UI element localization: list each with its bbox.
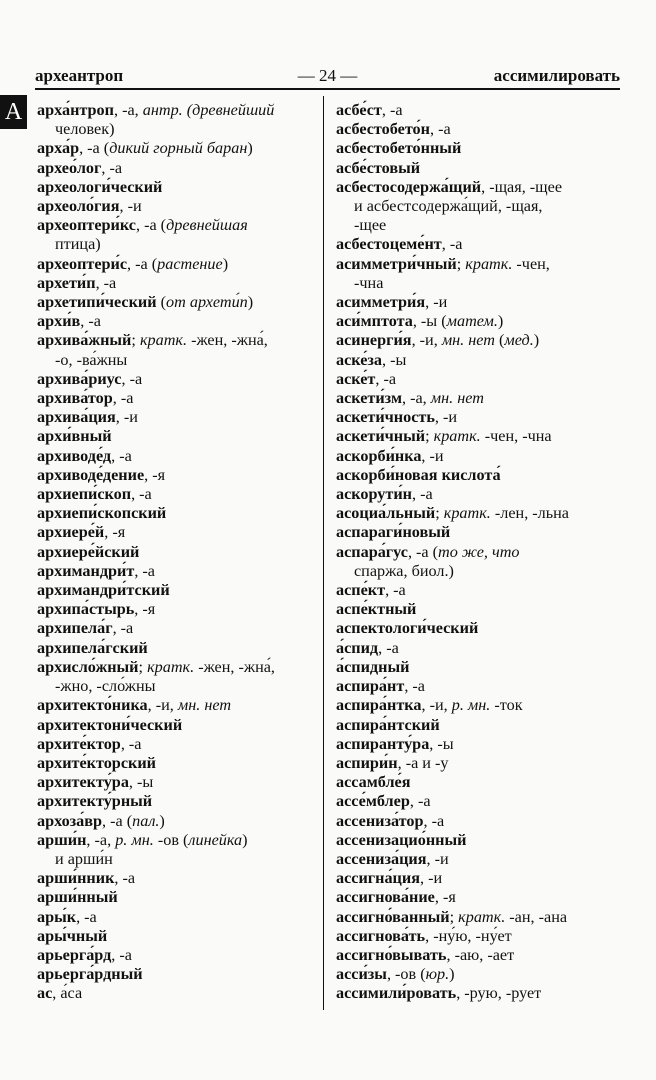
dictionary-entry	[37, 581, 312, 600]
entry-note: мн. нет	[177, 696, 232, 715]
entry-grammar: , -ы (	[412, 312, 447, 331]
headword: археоптери́кс	[37, 216, 136, 235]
page-number: — 24 —	[297, 66, 358, 85]
dictionary-entry	[37, 773, 312, 792]
entry-grammar: , -а	[381, 101, 403, 119]
dictionary-entry	[37, 639, 312, 658]
headword: асимметри́чный	[336, 254, 457, 273]
dictionary-entry	[336, 677, 621, 696]
entry-note: растение	[157, 254, 223, 273]
dictionary-entry	[37, 159, 312, 178]
headword: ары́чный	[37, 926, 108, 945]
entry-grammar: , -а	[120, 734, 142, 753]
dictionary-entry	[37, 178, 312, 197]
headword: асбестобето́нный	[336, 139, 462, 158]
headword: архите́ктор	[37, 734, 121, 753]
dictionary-entry	[37, 869, 312, 888]
headword: архиере́й	[37, 523, 105, 542]
entry-continuation: птица)	[55, 235, 101, 254]
entry-note: мн. нет	[430, 389, 484, 408]
entry-grammar: , -а	[134, 561, 155, 580]
headword: архива́риус	[37, 369, 122, 388]
dictionary-entry	[37, 812, 312, 831]
entry-grammar: ;	[131, 331, 140, 350]
headword: архиводе́д	[37, 446, 112, 465]
entry-grammar: , -а,	[113, 101, 143, 119]
entry-continuation: -о, -ва́жны	[55, 350, 128, 369]
entry-grammar: , -ов (	[386, 965, 426, 984]
entry-note: дикий горный баран	[109, 139, 248, 158]
headword: арьерга́рдный	[37, 965, 143, 984]
headword: ассигно́ванный	[336, 907, 450, 926]
entry-grammar: , -а	[76, 907, 97, 926]
dictionary-entry	[336, 389, 621, 408]
entry-grammar: , -а и -у	[397, 753, 449, 772]
entry-grammar: , -а (	[407, 542, 439, 561]
dictionary-entry	[336, 619, 621, 638]
headword: архиепи́скопский	[37, 504, 167, 523]
dictionary-entry	[37, 427, 312, 446]
dictionary-entry	[336, 293, 621, 312]
entry-grammar: , -а	[423, 811, 445, 830]
headword: археоптери́с	[37, 254, 128, 273]
entry-continuation: и асбестсодержа́щий, -щая,	[354, 197, 543, 216]
dictionary-entry	[336, 120, 621, 139]
entry-note: мн. нет	[441, 331, 495, 350]
dictionary-entry	[336, 908, 621, 927]
entry-grammar: -ов (	[153, 830, 189, 849]
entry-continuation: человек)	[55, 120, 115, 139]
right-column	[336, 101, 621, 1004]
entry-grammar: ;	[449, 907, 459, 926]
dictionary-entry	[336, 773, 621, 792]
entry-grammar: , -а	[385, 581, 406, 600]
dictionary-entry	[336, 869, 621, 888]
dictionary-entry	[37, 658, 312, 696]
header-right-guide-word: ассимилировать	[493, 66, 620, 85]
dictionary-entry	[37, 466, 312, 485]
dictionary-entry	[336, 696, 621, 715]
headword: архива́ция	[37, 408, 116, 427]
dictionary-entry	[37, 908, 312, 927]
dictionary-entry	[37, 216, 312, 254]
headword: аскорути́н	[336, 485, 412, 504]
entry-grammar: , -аю, -ает	[446, 945, 515, 964]
headword: аскорби́новая кислота́	[336, 465, 501, 484]
headword: аске́за	[336, 350, 382, 369]
entry-grammar: -жен, -жна́,	[187, 331, 268, 350]
entry-grammar: , -а (	[127, 254, 158, 273]
entry-grammar: , -и,	[147, 696, 178, 715]
entry-note: кратк.	[433, 427, 481, 446]
dictionary-entry	[336, 543, 621, 581]
headword: архива́жный	[37, 331, 132, 350]
dictionary-entry	[37, 888, 312, 907]
dictionary-entry	[336, 504, 621, 523]
headword: аспараги́новый	[336, 523, 451, 542]
entry-grammar: ;	[425, 427, 434, 446]
entry-grammar: -жен, -жна́,	[194, 657, 275, 676]
dictionary-entry	[37, 927, 312, 946]
headword: арха́р	[37, 139, 80, 158]
entry-continuation: и арши́н	[55, 849, 113, 868]
headword: архиере́йский	[37, 542, 140, 561]
headword: архети́п	[37, 273, 96, 292]
dictionary-entry	[37, 984, 312, 1003]
headword: архива́тор	[37, 389, 113, 408]
page-header	[35, 62, 620, 88]
dictionary-entry	[336, 178, 621, 216]
entry-grammar: , -и,	[411, 331, 442, 350]
entry-grammar: , -и	[425, 293, 448, 312]
headword: а́спидный	[336, 657, 410, 676]
headword: архи́вный	[37, 427, 112, 446]
entry-grammar: , -рую, -рует	[456, 984, 542, 1003]
headword: архео́лог	[37, 158, 102, 177]
headword: архимандри́т	[37, 561, 135, 580]
dictionary-entry	[37, 716, 312, 735]
dictionary-entry	[336, 927, 621, 946]
dictionary-entry	[37, 408, 312, 427]
entry-note: антр. (древнейший	[142, 101, 275, 119]
headword: аспара́гус	[336, 542, 408, 561]
entry-grammar: , -а	[111, 945, 132, 964]
dictionary-entry	[336, 600, 621, 619]
entry-grammar: , -а	[375, 369, 397, 388]
entry-grammar: )	[159, 811, 165, 830]
entry-note: кратк.	[147, 657, 195, 676]
entry-grammar: , -а	[131, 485, 152, 504]
entry-note: кратк.	[139, 331, 188, 350]
dictionary-entry	[336, 139, 621, 158]
headword: арьерга́рд	[37, 945, 112, 964]
dictionary-entry	[336, 965, 621, 984]
dictionary-entry	[336, 447, 621, 466]
dictionary-entry	[336, 312, 621, 331]
headword: археоло́гия	[37, 197, 120, 216]
headword: ассимили́ровать	[336, 984, 457, 1003]
dictionary-entry	[37, 965, 312, 984]
entry-grammar: )	[222, 254, 229, 273]
entry-grammar: )	[449, 965, 455, 984]
dictionary-entry	[336, 888, 621, 907]
headword: арши́нник	[37, 869, 115, 888]
dictionary-entry	[336, 159, 621, 178]
headword: археологи́ческий	[37, 177, 163, 196]
dictionary-entry	[37, 485, 312, 504]
dictionary-entry	[37, 255, 312, 274]
headword: ассениза́ция	[336, 849, 427, 868]
dictionary-entry	[336, 581, 621, 600]
entry-continuation: -щее	[354, 216, 387, 235]
headword: ассигна́ция	[336, 869, 420, 888]
entry-grammar: )	[247, 139, 253, 158]
headword: архипа́стырь	[37, 600, 135, 619]
entry-grammar: , -ы	[382, 350, 407, 369]
entry-grammar: , -а	[112, 389, 134, 408]
headword: архитектони́ческий	[37, 715, 183, 734]
dictionary-entry	[37, 389, 312, 408]
dictionary-entry	[37, 831, 312, 869]
headword: архетипи́ческий	[37, 293, 157, 312]
headword: аске́т	[336, 369, 376, 388]
headword: архитекто́ника	[37, 696, 148, 715]
entry-grammar: , -а	[101, 158, 123, 177]
entry-grammar: )	[242, 830, 248, 849]
entry-grammar: , -а	[378, 638, 399, 657]
headword: аспе́кт	[336, 581, 386, 600]
dictionary-entry	[37, 619, 312, 638]
entry-grammar: , -а	[111, 446, 132, 465]
dictionary-entry	[37, 735, 312, 754]
entry-grammar: , -а	[441, 235, 463, 254]
headword: аскети́зм	[336, 389, 402, 408]
dictionary-entry	[37, 370, 312, 389]
entry-grammar: -лен, -льна	[490, 504, 569, 523]
headword: асбе́стовый	[336, 158, 421, 177]
headword: асоциа́льный	[336, 504, 436, 523]
headword: архисло́жный	[37, 657, 139, 676]
headword: арши́н	[37, 830, 87, 849]
dictionary-entry	[336, 984, 621, 1003]
dictionary-entry	[336, 639, 621, 658]
headword: аспе́ктный	[336, 600, 417, 619]
headword: асбестобето́н	[336, 120, 430, 139]
entry-note: матем.	[446, 312, 498, 331]
dictionary-entry	[336, 754, 621, 773]
dictionary-entry	[336, 408, 621, 427]
headword: аспиранту́ра	[336, 734, 430, 753]
headword: архитекту́рный	[37, 792, 153, 811]
dictionary-entry	[336, 792, 621, 811]
headword: асбе́ст	[336, 101, 382, 119]
entry-continuation: -чна	[354, 273, 384, 292]
section-letter-tab: А	[0, 95, 27, 129]
headword: ассамбле́я	[336, 773, 411, 792]
header-rule	[35, 88, 620, 90]
entry-grammar: -ан, -ана	[505, 907, 568, 926]
entry-grammar: , -я	[104, 523, 126, 542]
entry-grammar: , -щая, -щее	[481, 177, 563, 196]
entry-grammar: , -и	[421, 446, 444, 465]
entry-note: от архети́п	[166, 293, 248, 312]
headword: архиводе́дение	[37, 465, 145, 484]
dictionary-entry	[336, 946, 621, 965]
headword: аскети́чность	[336, 408, 435, 427]
headword: арши́нный	[37, 888, 118, 907]
entry-grammar: -ток	[490, 696, 523, 715]
headword: архипела́г	[37, 619, 113, 638]
dictionary-entry	[37, 312, 312, 331]
dictionary-entry	[336, 255, 621, 293]
entry-grammar: , -а	[411, 485, 433, 504]
entry-grammar: )	[497, 312, 504, 331]
entry-note: кратк.	[458, 907, 506, 926]
dictionary-entry	[37, 101, 312, 139]
entry-grammar: -чен, -чна	[480, 427, 552, 446]
headword: аскорби́нка	[336, 446, 422, 465]
entry-grammar: -чен,	[512, 254, 550, 273]
dictionary-entry	[37, 543, 312, 562]
dictionary-entry	[37, 504, 312, 523]
headword: архи́в	[37, 312, 81, 331]
dictionary-entry	[336, 485, 621, 504]
entry-note: пал.	[132, 811, 160, 830]
entry-note: линейка	[188, 830, 243, 849]
entry-grammar: , -и	[419, 869, 443, 888]
dictionary-entry	[37, 274, 312, 293]
headword: архите́кторский	[37, 753, 156, 772]
headword: архоза́вр	[37, 811, 103, 830]
headword: ассе́мблер	[336, 792, 410, 811]
entry-grammar: , -а,	[401, 389, 431, 408]
dictionary-entry	[336, 850, 621, 869]
headword: ассигнова́ние	[336, 888, 435, 907]
headword: аспира́нт	[336, 677, 405, 696]
dictionary-entry	[336, 331, 621, 350]
entry-grammar: , -я	[434, 888, 456, 907]
dictionary-entry	[336, 427, 621, 446]
entry-grammar: , -а (	[135, 216, 167, 235]
headword: аспира́нтка	[336, 696, 422, 715]
dictionary-entry	[37, 331, 312, 369]
dictionary-entry	[336, 523, 621, 542]
dictionary-entry	[336, 658, 621, 677]
headword: ассигно́вывать	[336, 945, 447, 964]
dictionary-entry	[37, 792, 312, 811]
headword: ары́к	[37, 907, 77, 926]
entry-grammar: (	[494, 331, 505, 350]
dictionary-entry	[37, 197, 312, 216]
headword: аспира́нтский	[336, 715, 440, 734]
dictionary-entry	[336, 235, 621, 254]
headword: архипела́гский	[37, 638, 148, 657]
entry-grammar: , -а	[112, 619, 134, 638]
entry-grammar: )	[247, 293, 254, 312]
dictionary-entry	[37, 754, 312, 773]
entry-note: р. мн.	[115, 830, 154, 849]
entry-grammar: , -а	[80, 312, 101, 331]
left-column	[37, 101, 312, 1004]
dictionary-entry	[37, 562, 312, 581]
entry-continuation: -жно, -сло́жны	[55, 677, 156, 696]
entry-note: мед.	[504, 331, 534, 350]
dictionary-entry	[336, 466, 621, 485]
headword: асси́зы	[336, 965, 387, 984]
headword: арха́нтроп	[37, 101, 114, 119]
entry-grammar: (	[156, 293, 167, 312]
entry-grammar: , а́са	[52, 984, 83, 1003]
entry-grammar: ;	[138, 657, 148, 676]
entry-grammar: , -и,	[421, 696, 452, 715]
headword: асимметри́я	[336, 293, 426, 312]
entry-grammar: , -ы	[429, 734, 454, 753]
entry-grammar: , -а	[114, 869, 136, 888]
headword: архиепи́скоп	[37, 485, 132, 504]
headword: асбестоцеме́нт	[336, 235, 442, 254]
headword: ассенизацио́нный	[336, 830, 467, 849]
entry-grammar: , -и	[426, 849, 449, 868]
entry-grammar: )	[533, 331, 540, 350]
dictionary-entry	[336, 216, 621, 235]
entry-continuation: спаржа, биол.)	[354, 561, 454, 580]
entry-note: кратк.	[443, 504, 491, 523]
entry-grammar: , -я	[144, 465, 166, 484]
headword: аспири́н	[336, 753, 398, 772]
entry-note: р. мн.	[451, 696, 491, 715]
dictionary-entry	[37, 447, 312, 466]
entry-grammar: ;	[456, 254, 466, 273]
entry-grammar: , -и	[119, 197, 142, 216]
entry-grammar: , -а	[404, 677, 425, 696]
entry-grammar: , -а	[95, 273, 117, 292]
dictionary-entry	[336, 735, 621, 754]
headword: ассениза́тор	[336, 811, 424, 830]
entry-grammar: , -и	[115, 408, 138, 427]
column-divider	[323, 96, 324, 1010]
entry-grammar: , -а	[429, 120, 451, 139]
entry-grammar: , -ы	[128, 773, 154, 792]
entry-grammar: , -а,	[86, 830, 116, 849]
entry-grammar: , -а (	[79, 139, 110, 158]
entry-grammar: , -я	[134, 600, 156, 619]
dictionary-entry	[336, 716, 621, 735]
entry-grammar: , -и	[434, 408, 458, 427]
header-left-guide-word: археантроп	[35, 66, 124, 85]
headword: аси́мптота	[336, 312, 413, 331]
dictionary-entry	[336, 351, 621, 370]
headword: аспектологи́ческий	[336, 619, 479, 638]
headword: асинерги́я	[336, 331, 412, 350]
headword: а́спид	[336, 638, 379, 657]
entry-grammar: , -а (	[102, 811, 133, 830]
entry-grammar: , -ну́ю, -ну́ет	[425, 926, 512, 945]
headword: ассигнова́ть	[336, 926, 426, 945]
headword: архимандри́тский	[37, 581, 170, 600]
dictionary-entry	[37, 696, 312, 715]
entry-grammar: ;	[435, 504, 444, 523]
dictionary-entry	[336, 101, 621, 120]
dictionary-entry	[37, 946, 312, 965]
entry-note: юр.	[425, 965, 450, 984]
headword: асбестосодержа́щий	[336, 177, 482, 196]
dictionary-entry	[37, 600, 312, 619]
dictionary-entry	[336, 812, 621, 831]
headword: архитекту́ра	[37, 773, 129, 792]
entry-grammar: , -а	[409, 792, 431, 811]
entry-note: то же, что	[438, 542, 520, 561]
headword: аскети́чный	[336, 427, 426, 446]
entry-grammar: , -а	[121, 369, 143, 388]
dictionary-entry	[336, 370, 621, 389]
headword: ас	[37, 984, 53, 1003]
dictionary-entry	[336, 831, 621, 850]
dictionary-entry	[37, 139, 312, 158]
entry-note: кратк.	[465, 254, 513, 273]
entry-note: древнейшая	[166, 216, 248, 235]
dictionary-entry	[37, 293, 312, 312]
dictionary-entry	[37, 523, 312, 542]
